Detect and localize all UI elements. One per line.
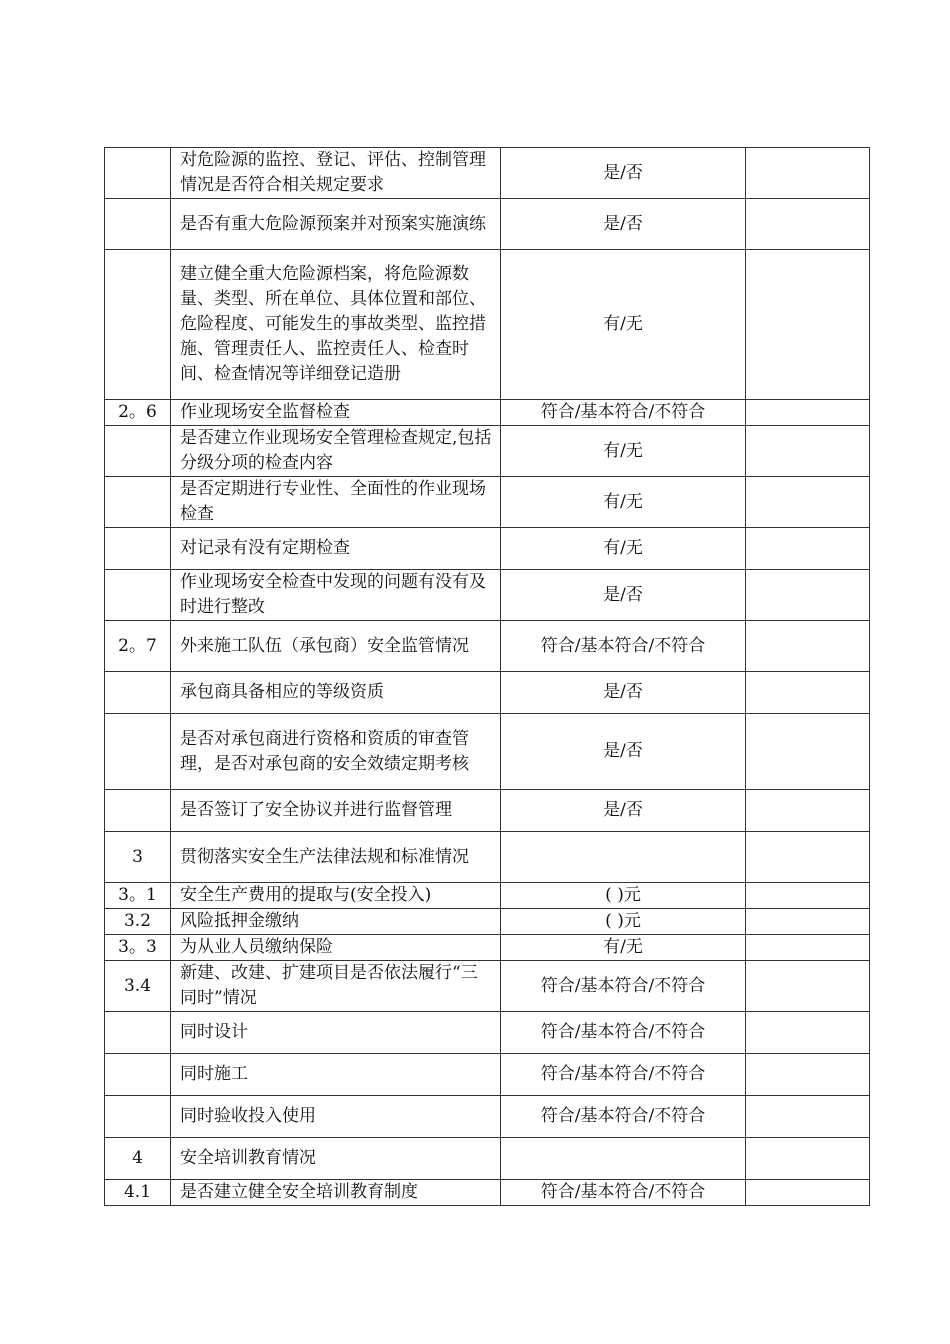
- table-row: [105, 426, 870, 477]
- result-options-cell: 符合/基本符合/不符合: [501, 1096, 746, 1138]
- remark-cell: [746, 1096, 870, 1138]
- table-row: [105, 148, 870, 199]
- remark-cell: [746, 528, 870, 570]
- row-number-cell: 4: [105, 1138, 171, 1180]
- table-row: [105, 400, 870, 426]
- remark-cell: [746, 570, 870, 621]
- result-options-cell: [501, 832, 746, 883]
- result-options-cell: 符合/基本符合/不符合: [501, 1054, 746, 1096]
- table-row: [105, 672, 870, 714]
- check-item-cell: 作业现场安全监督检查: [171, 400, 501, 426]
- result-options-cell: 有/无: [501, 477, 746, 528]
- check-item-cell: 对危险源的监控、登记、评估、控制管理情况是否符合相关规定要求: [171, 148, 501, 199]
- table-row: [105, 621, 870, 672]
- table-row: [105, 570, 870, 621]
- row-number-cell: [105, 1096, 171, 1138]
- row-number-cell: [105, 250, 171, 400]
- row-number-cell: 3.4: [105, 961, 171, 1012]
- result-options-cell: 是/否: [501, 672, 746, 714]
- remark-cell: [746, 935, 870, 961]
- remark-cell: [746, 961, 870, 1012]
- row-number-cell: [105, 528, 171, 570]
- remark-cell: [746, 1054, 870, 1096]
- check-item-cell: 承包商具备相应的等级资质: [171, 672, 501, 714]
- result-options-cell: ( )元: [501, 909, 746, 935]
- check-item-cell: 外来施工队伍（承包商）安全监管情况: [171, 621, 501, 672]
- check-item-cell: 风险抵押金缴纳: [171, 909, 501, 935]
- table-row: [105, 477, 870, 528]
- row-number-cell: [105, 148, 171, 199]
- row-number-cell: 2。6: [105, 400, 171, 426]
- row-number-cell: 4.1: [105, 1180, 171, 1206]
- result-options-cell: ( )元: [501, 883, 746, 909]
- check-item-cell: 对记录有没有定期检查: [171, 528, 501, 570]
- remark-cell: [746, 832, 870, 883]
- check-item-cell: 安全生产费用的提取与(安全投入): [171, 883, 501, 909]
- remark-cell: [746, 400, 870, 426]
- table-row: [105, 199, 870, 250]
- remark-cell: [746, 1180, 870, 1206]
- check-item-cell: 同时验收投入使用: [171, 1096, 501, 1138]
- row-number-cell: [105, 477, 171, 528]
- result-options-cell: 符合/基本符合/不符合: [501, 621, 746, 672]
- row-number-cell: 3.2: [105, 909, 171, 935]
- row-number-cell: [105, 199, 171, 250]
- row-number-cell: [105, 570, 171, 621]
- remark-cell: [746, 672, 870, 714]
- remark-cell: [746, 883, 870, 909]
- check-item-cell: 是否定期进行专业性、全面性的作业现场检查: [171, 477, 501, 528]
- result-options-cell: 符合/基本符合/不符合: [501, 1180, 746, 1206]
- check-item-cell: 安全培训教育情况: [171, 1138, 501, 1180]
- check-item-cell: 同时设计: [171, 1012, 501, 1054]
- row-number-cell: [105, 714, 171, 790]
- remark-cell: [746, 714, 870, 790]
- check-item-cell: 是否对承包商进行资格和资质的审查管理，是否对承包商的安全效绩定期考核: [171, 714, 501, 790]
- table-row: [105, 961, 870, 1012]
- row-number-cell: 3。1: [105, 883, 171, 909]
- remark-cell: [746, 909, 870, 935]
- check-item-cell: 同时施工: [171, 1054, 501, 1096]
- table-row: [105, 1138, 870, 1180]
- row-number-cell: [105, 672, 171, 714]
- check-item-cell: 建立健全重大危险源档案，将危险源数量、类型、所在单位、具体位置和部位、危险程度、可能发生的事故类型、监控措施、管理责任人、监控责任人、检查时间、检查情况等详细登记造册: [171, 250, 501, 400]
- table-row: [105, 832, 870, 883]
- table-row: [105, 714, 870, 790]
- check-item-cell: 贯彻落实安全生产法律法规和标准情况: [171, 832, 501, 883]
- table-row: [105, 1012, 870, 1054]
- table-row: [105, 1180, 870, 1206]
- row-number-cell: [105, 1054, 171, 1096]
- remark-cell: [746, 1138, 870, 1180]
- remark-cell: [746, 426, 870, 477]
- row-number-cell: 3: [105, 832, 171, 883]
- table-row: [105, 935, 870, 961]
- remark-cell: [746, 250, 870, 400]
- check-item-cell: 是否有重大危险源预案并对预案实施演练: [171, 199, 501, 250]
- remark-cell: [746, 790, 870, 832]
- table-row: [105, 790, 870, 832]
- table-row: [105, 1096, 870, 1138]
- table-row: [105, 1054, 870, 1096]
- check-item-cell: 是否建立作业现场安全管理检查规定,包括分级分项的检查内容: [171, 426, 501, 477]
- row-number-cell: [105, 426, 171, 477]
- check-item-cell: 是否签订了安全协议并进行监督管理: [171, 790, 501, 832]
- result-options-cell: 有/无: [501, 935, 746, 961]
- row-number-cell: 2。7: [105, 621, 171, 672]
- result-options-cell: 是/否: [501, 148, 746, 199]
- check-item-cell: 新建、改建、扩建项目是否依法履行“三同时”情况: [171, 961, 501, 1012]
- remark-cell: [746, 1012, 870, 1054]
- remark-cell: [746, 148, 870, 199]
- result-options-cell: 是/否: [501, 570, 746, 621]
- remark-cell: [746, 199, 870, 250]
- remark-cell: [746, 477, 870, 528]
- table-row: [105, 883, 870, 909]
- result-options-cell: 符合/基本符合/不符合: [501, 1012, 746, 1054]
- row-number-cell: 3。3: [105, 935, 171, 961]
- table-body: [105, 148, 870, 1206]
- table-row: [105, 909, 870, 935]
- inspection-table: [104, 147, 870, 1206]
- remark-cell: [746, 621, 870, 672]
- result-options-cell: 是/否: [501, 714, 746, 790]
- result-options-cell: 是/否: [501, 199, 746, 250]
- check-item-cell: 是否建立健全安全培训教育制度: [171, 1180, 501, 1206]
- result-options-cell: 符合/基本符合/不符合: [501, 961, 746, 1012]
- result-options-cell: 有/无: [501, 528, 746, 570]
- result-options-cell: 是/否: [501, 790, 746, 832]
- check-item-cell: 为从业人员缴纳保险: [171, 935, 501, 961]
- row-number-cell: [105, 1012, 171, 1054]
- check-item-cell: 作业现场安全检查中发现的问题有没有及时进行整改: [171, 570, 501, 621]
- result-options-cell: [501, 1138, 746, 1180]
- table-row: [105, 250, 870, 400]
- result-options-cell: 有/无: [501, 250, 746, 400]
- result-options-cell: 有/无: [501, 426, 746, 477]
- result-options-cell: 符合/基本符合/不符合: [501, 400, 746, 426]
- table-row: [105, 528, 870, 570]
- row-number-cell: [105, 790, 171, 832]
